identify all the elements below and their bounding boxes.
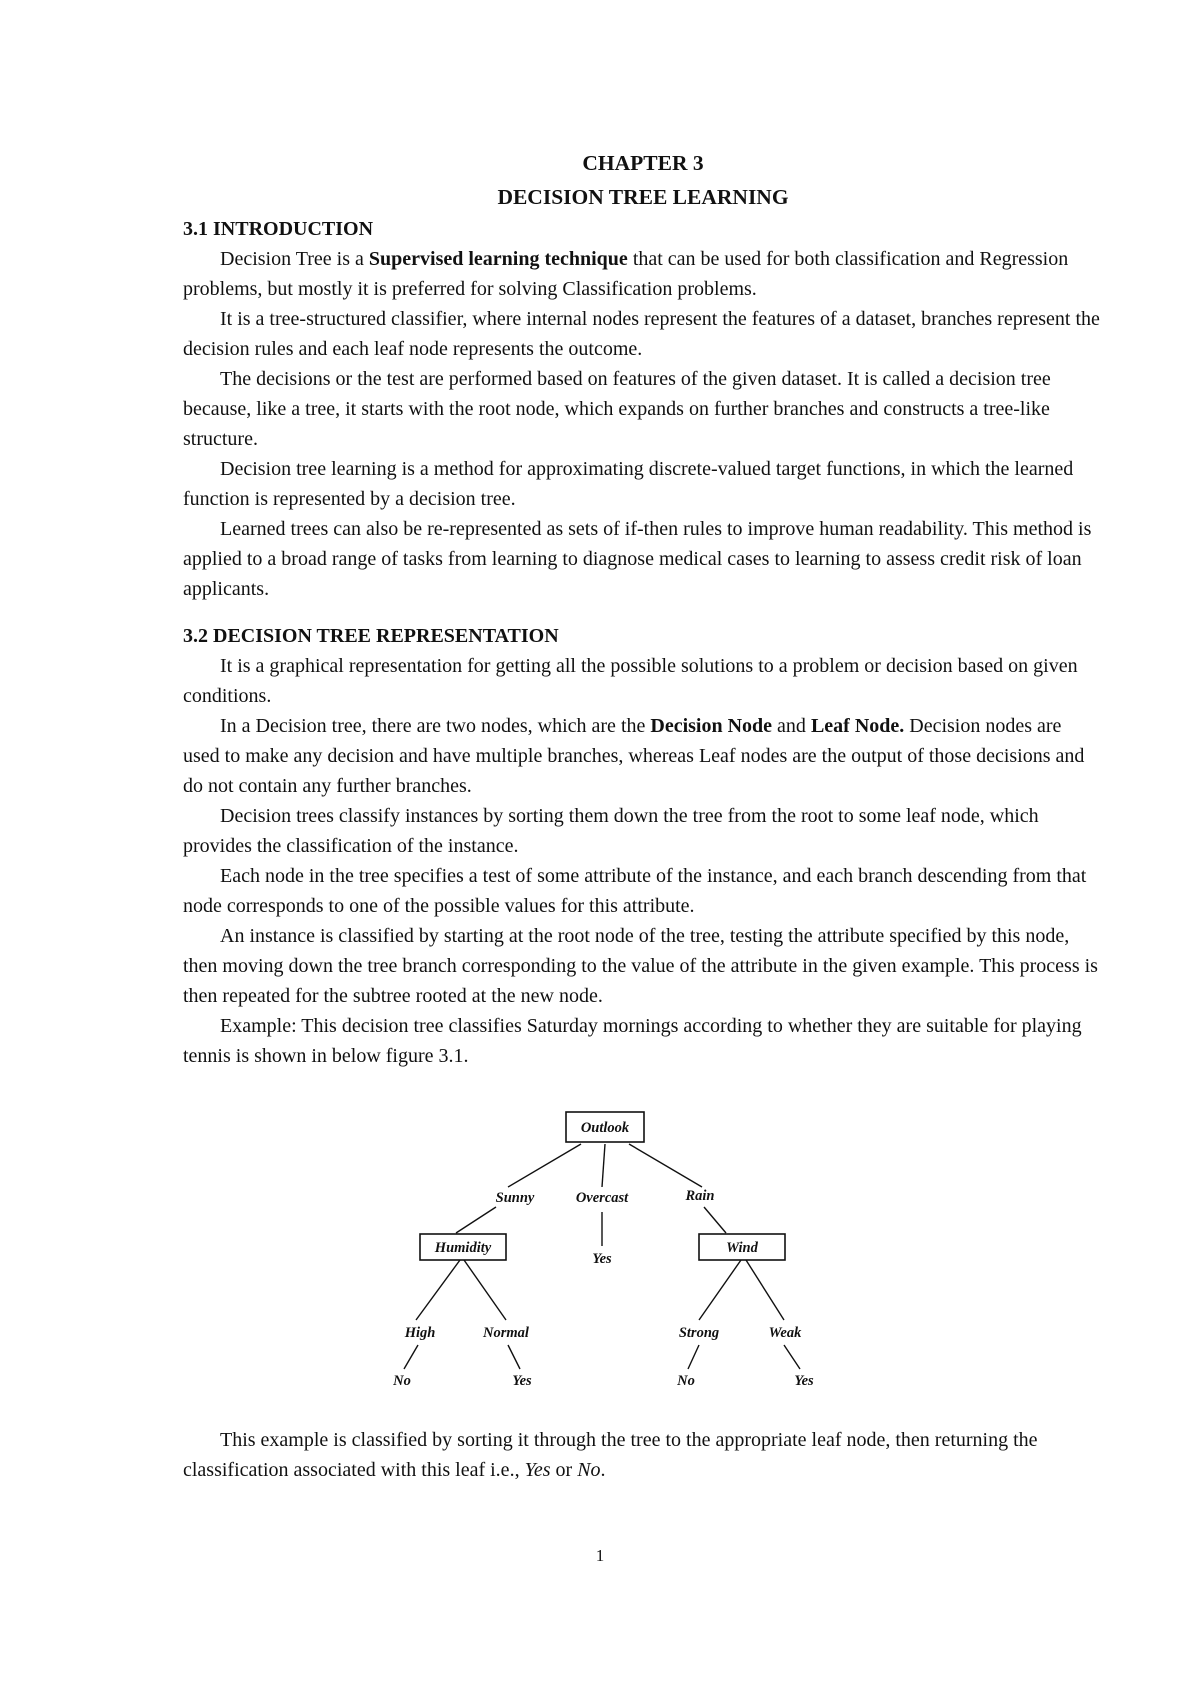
intro-p1-text-post: that can be used for both classification and Regression problems, but mostly it is preferred for solving Classification problems.	[183, 248, 1069, 300]
node-outlook: Outlook	[580, 1120, 630, 1136]
intro-paragraph-2: It is a tree-structured classifier, where internal nodes represent the features of a dataset, branches represent the decision rules and each leaf node represents the outcome.	[183, 308, 1100, 360]
leaf-strong-no: No	[677, 1373, 695, 1389]
edge-strong-no	[688, 1345, 699, 1369]
after-figure-end: .	[600, 1459, 606, 1481]
edge-normal-yes	[508, 1345, 520, 1369]
intro-paragraph-5: Learned trees can also be re-represented as sets of if-then rules to improve human readability. This method is applied to a broad range of tasks from learning to diagnose medical cases to learning to assess credit risk of loan applicants.	[183, 518, 1092, 600]
repr-paragraph-1: It is a graphical representation for getting all the possible solutions to a problem or decision based on given conditions.	[183, 655, 1078, 707]
repr-p2-text-post: Decision nodes are used to make any decision and have multiple branches, whereas Leaf nodes are the output of those decisions and do not contain any further branches.	[183, 715, 1085, 797]
section-heading-introduction: 3.1 INTRODUCTION	[183, 218, 374, 240]
edge-wind-weak	[746, 1260, 784, 1320]
after-figure-text: This example is classified by sorting it through the tree to the appropriate leaf node, then returning the classification associated with this leaf i.e.,	[183, 1429, 1038, 1481]
branch-strong: Strong	[678, 1325, 720, 1341]
repr-paragraph-4: Each node in the tree specifies a test of some attribute of the instance, and each branch descending from that node corresponds to one of the possible values for this attribute.	[183, 865, 1087, 917]
leaf-overcast-yes: Yes	[592, 1251, 612, 1267]
repr-paragraph-3: Decision trees classify instances by sorting them down the tree from the root to some leaf node, which provides the classification of the instance.	[183, 805, 1039, 857]
page-content	[183, 146, 1103, 1485]
edge-rain-wind	[704, 1207, 726, 1233]
repr-p2-bold-decision-node: Decision Node	[650, 715, 773, 737]
branch-high: High	[404, 1325, 436, 1341]
intro-p1-bold: Supervised learning technique	[368, 248, 628, 270]
chapter-number: CHAPTER 3	[582, 151, 704, 175]
branch-normal: Normal	[483, 1325, 529, 1341]
page-number: 1	[595, 1546, 605, 1565]
edge-outlook-rain	[629, 1144, 702, 1187]
repr-paragraph-6: Example: This decision tree classifies Saturday mornings according to whether they are suitable for playing tennis is shown in below figure 3.1.	[183, 1015, 1082, 1067]
edge-sunny-humidity	[456, 1207, 496, 1233]
repr-p2-text-pre: In a Decision tree, there are two nodes, which are the	[220, 715, 651, 737]
branch-sunny: Sunny	[495, 1190, 535, 1206]
intro-paragraph-4: Decision tree learning is a method for approximating discrete-valued target functions, in which the learned function is represented by a decision tree.	[183, 458, 1074, 510]
branch-overcast: Overcast	[575, 1190, 629, 1206]
edge-outlook-sunny	[508, 1144, 581, 1187]
edge-outlook-overcast	[602, 1144, 605, 1187]
intro-p1-text-pre: Decision Tree is a	[220, 248, 369, 270]
repr-paragraph-2	[183, 711, 1103, 801]
edge-humidity-normal	[464, 1260, 506, 1320]
leaf-high-no: No	[393, 1373, 411, 1389]
repr-p2-text-mid: and	[772, 715, 811, 737]
edge-high-no	[404, 1345, 418, 1369]
node-humidity: Humidity	[434, 1240, 492, 1256]
edge-humidity-high	[416, 1260, 460, 1320]
edge-weak-yes	[784, 1345, 800, 1369]
intro-paragraph-3: The decisions or the test are performed based on features of the given dataset. It is called a decision tree because, like a tree, it starts with the root node, which expands on further branches and constructs a tree-like structure.	[183, 368, 1051, 450]
leaf-normal-yes: Yes	[512, 1373, 532, 1389]
repr-paragraph-5: An instance is classified by starting at the root node of the tree, testing the attribute specified by this node, then moving down the tree branch corresponding to the value of the attribute in the given example. This process is then repeated for the subtree rooted at the new node.	[183, 925, 1098, 1007]
section-heading-representation: 3.2 DECISION TREE REPRESENTATION	[183, 625, 559, 647]
branch-rain: Rain	[685, 1188, 715, 1204]
after-figure-or: or	[550, 1459, 578, 1481]
after-figure-paragraph	[183, 1425, 1103, 1485]
node-wind: Wind	[726, 1240, 758, 1256]
branch-weak: Weak	[768, 1325, 802, 1341]
after-figure-no: No	[577, 1459, 601, 1481]
repr-p2-bold-leaf-node: Leaf Node.	[810, 715, 905, 737]
chapter-title: DECISION TREE LEARNING	[497, 185, 789, 209]
decision-tree-figure	[393, 1099, 880, 1413]
edge-wind-strong	[699, 1260, 741, 1320]
leaf-weak-yes: Yes	[794, 1373, 814, 1389]
after-figure-yes: Yes	[524, 1459, 551, 1481]
intro-paragraph-1	[183, 244, 1103, 304]
